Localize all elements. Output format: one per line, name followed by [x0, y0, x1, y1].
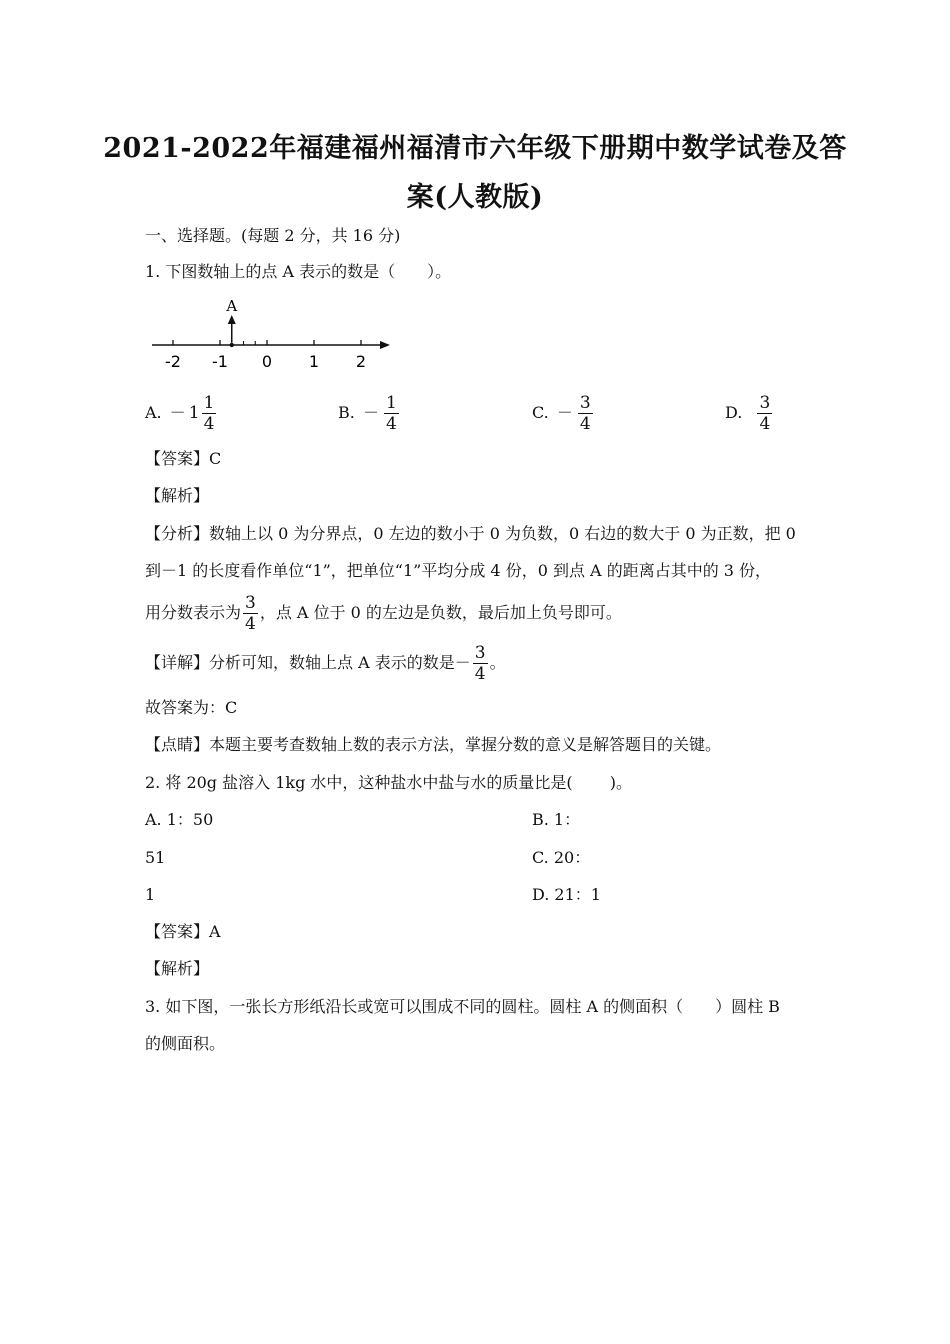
q1-option-a — [145, 393, 218, 434]
number-line-tick-label: 1 — [308, 352, 320, 371]
option-b-denominator: 4 — [385, 414, 397, 434]
option-a-fraction — [202, 393, 217, 434]
option-c-sign: － — [556, 403, 573, 422]
number-line-tick-labels — [165, 352, 366, 371]
q1-answer: 【答案】C — [145, 449, 222, 468]
option-a-sign: － — [169, 403, 186, 422]
number-line-tick-label: 2 — [355, 352, 367, 371]
option-d-numerator: 3 — [759, 393, 771, 413]
option-a-label: A. — [145, 403, 162, 422]
q1-analysis-heading: 【解析】 — [145, 486, 210, 505]
option-b-fraction — [384, 393, 399, 434]
fenxi-fraction-numerator: 3 — [245, 593, 256, 613]
section-heading: 一、选择题。(每题 2 分，共 16 分) — [145, 226, 401, 245]
number-line-arrow — [380, 341, 390, 349]
xiangjie-fraction-numerator: 3 — [474, 643, 486, 663]
document-title-line1: 2021-2022年福建福州福清市六年级下册期中数学试卷及答 — [103, 133, 847, 164]
document-title-line2: 案(人教版) — [406, 182, 544, 213]
xiangjie-suffix: 。 — [489, 653, 506, 672]
q2-row2-left: 51 — [145, 848, 166, 867]
option-c-denominator: 4 — [579, 414, 591, 434]
xiangjie-prefix: 【详解】分析可知，数轴上点 A 表示的数是－ — [145, 653, 471, 672]
option-b-numerator: 1 — [385, 393, 397, 413]
option-b-label: B. — [338, 403, 355, 422]
fenxi-fraction-denominator: 4 — [245, 614, 256, 634]
number-line-tick-label: -2 — [165, 352, 181, 371]
q2-option-a: A. 1：50 — [145, 810, 214, 829]
fenxi-line3-prefix: 用分数表示为 — [145, 603, 242, 622]
option-a-denominator: 4 — [203, 414, 215, 434]
q1-option-d — [725, 393, 774, 434]
q2-answer: 【答案】A — [145, 922, 221, 941]
q2-option-b: B. 1： — [532, 810, 581, 829]
q1-final-answer: 故答案为：C — [145, 698, 238, 717]
q2-analysis-heading: 【解析】 — [145, 959, 210, 978]
option-d-denominator: 4 — [759, 414, 771, 434]
point-a-arrow-head — [228, 315, 236, 324]
q1-fenxi-line2: 到－1 的长度看作单位“1”，把单位“1”平均分成 4 份，0 到点 A 的距离占其中的 3 份， — [145, 561, 772, 580]
option-c-label: C. — [532, 403, 549, 422]
q1-option-b — [338, 393, 401, 434]
q1-xiangjie — [145, 641, 506, 685]
q2-option-d: D. 21：1 — [532, 885, 601, 904]
point-a-dot — [230, 343, 234, 347]
option-d-fraction — [757, 393, 772, 434]
q1-fenxi-line1: 【分析】数轴上以 0 为分界点，0 左边的数小于 0 为负数，0 右边的数大于 0 为正数，把 0 — [145, 524, 796, 543]
question-1-stem: 1. 下图数轴上的点 A 表示的数是（ ）。 — [145, 262, 452, 281]
q1-option-c — [532, 393, 595, 434]
number-line-tick-label: -1 — [212, 352, 228, 371]
question-3-stem-line1: 3. 如下图，一张长方形纸沿长或宽可以围成不同的圆柱。圆柱 A 的侧面积（ ）圆柱 B — [145, 997, 780, 1016]
question-2-stem: 2. 将 20g 盐溶入 1kg 水中，这种盐水中盐与水的质量比是( )。 — [145, 773, 632, 792]
fenxi-fraction — [243, 593, 258, 634]
fenxi-line3-suffix: ，点 A 位于 0 的左边是负数，最后加上负号即可。 — [259, 603, 622, 622]
question-3-stem-line2: 的侧面积。 — [145, 1034, 226, 1053]
number-line-figure — [150, 296, 400, 376]
xiangjie-fraction-denominator: 4 — [474, 664, 486, 684]
xiangjie-fraction — [473, 643, 488, 684]
q2-option-c: C. 20： — [532, 848, 591, 867]
option-c-numerator: 3 — [579, 393, 591, 413]
option-d-label: D. — [725, 403, 743, 422]
option-a-whole: 1 — [188, 403, 200, 423]
number-line-tick-label: 0 — [261, 352, 273, 371]
option-a-numerator: 1 — [203, 393, 215, 413]
option-b-sign: － — [362, 403, 379, 422]
point-a-label: A — [226, 297, 238, 315]
q2-row3-left: 1 — [145, 885, 156, 904]
option-c-fraction — [578, 393, 593, 434]
q1-dianjing: 【点睛】本题主要考查数轴上数的表示方法，掌握分数的意义是解答题目的关键。 — [145, 735, 722, 754]
q1-fenxi-line3 — [145, 591, 622, 635]
